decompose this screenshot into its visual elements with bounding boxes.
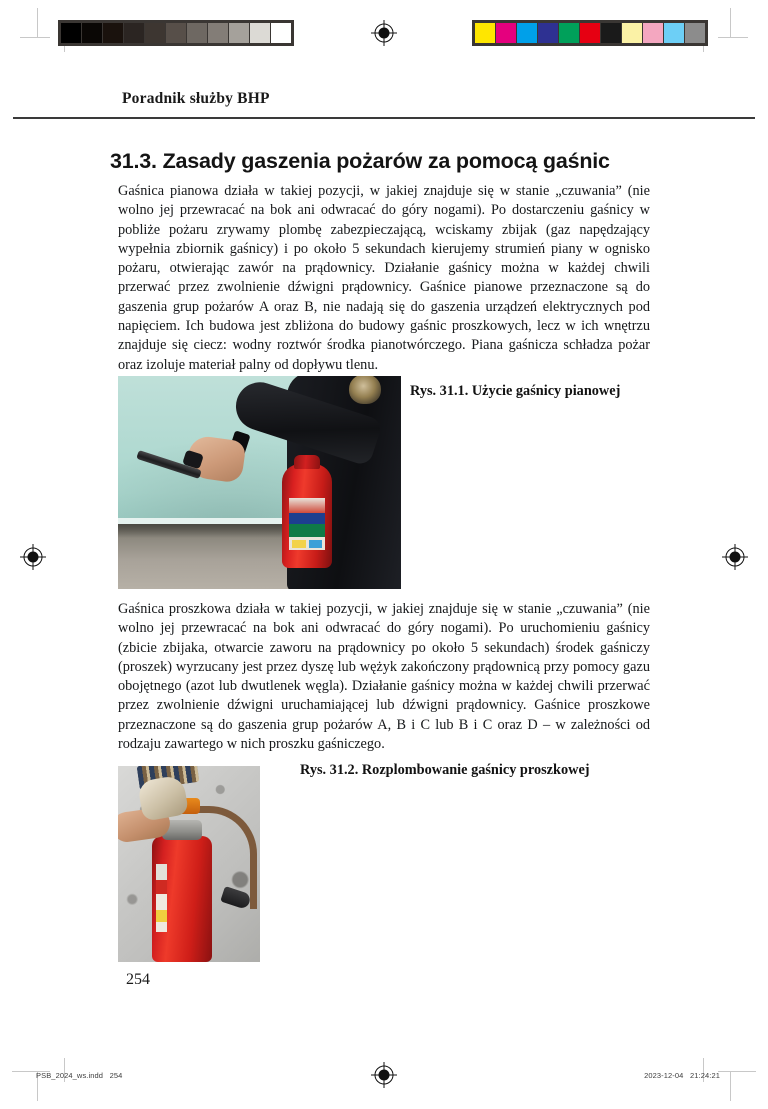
gray-swatch-4: [145, 23, 165, 43]
gray-swatch-1: [82, 23, 102, 43]
registration-mark-right: [722, 544, 748, 570]
label-stripe-yellow: [156, 910, 167, 922]
registration-mark-top: [371, 20, 397, 46]
label-band-red: [289, 498, 325, 513]
crop-mark-top-left-horizontal: [20, 37, 50, 38]
edge-tick-right: [742, 1071, 756, 1072]
crop-mark-top-right-horizontal: [718, 37, 748, 38]
figure-foam-extinguisher-photo: [118, 376, 401, 589]
gray-swatch-2: [103, 23, 123, 43]
powder-extinguisher-label: [156, 864, 167, 932]
paragraph-foam-extinguisher: Gaśnica pianowa działa w takiej pozycji, w jakiej znajduje się w stanie „czuwania” (nie wolno jej przewracać na bok ani odwracać do góry nogami). Po dostarczeniu gaśnicy w pobliże pożaru zrywamy plombę zabezpieczającą, wciskamy zbijak (gaz napędzający wypełnia zbiornik gaśnicy) i po około 5 sekundach kierujemy strumień piany w ognisko pożaru, otwierając zawór na prądownicy. Działanie gaśnicy można w każdej chwili przerwać przez zwolnienie dźwigni prądownicy. Gaśnice pianowe przeznaczone są do gaszenia grup pożarów A oraz B, nie nadają się do gaszenia urządzeń elektrycznych pod napięciem. Ich budowa jest zbliżona do budowy gaśnic proszkowych, lecz w ich wnętrzu znajduje się ciecz: wodny roztwór środka pianotwórczego. Piana gaśnicza schładza pożar oraz izoluje materiał palny od dopływu tlenu.: [118, 183, 650, 373]
powder-extinguisher-body: [152, 836, 212, 962]
page-title: 31.3. Zasady gaszenia pożarów za pomocą gaśnic: [110, 149, 610, 174]
gray-swatch-10: [271, 23, 291, 43]
label-chip-yellow: [292, 540, 306, 548]
gray-swatch-3: [124, 23, 144, 43]
grayscale-calibration-bar: [58, 20, 294, 46]
label-stripe-red: [156, 880, 167, 894]
extinguisher-label: [289, 498, 325, 550]
gray-swatch-0: [61, 23, 81, 43]
process-swatch-2: [517, 23, 537, 43]
process-swatch-3: [538, 23, 558, 43]
process-swatch-5: [580, 23, 600, 43]
gray-swatch-5: [166, 23, 186, 43]
crop-mark-top-right-vertical: [730, 8, 731, 38]
process-swatch-4: [559, 23, 579, 43]
extinguisher-neck: [294, 455, 320, 469]
process-swatch-6: [601, 23, 621, 43]
process-swatch-9: [664, 23, 684, 43]
process-swatch-1: [496, 23, 516, 43]
print-slug-filename: PSB_2024_ws.indd 254: [36, 1071, 123, 1080]
gray-swatch-7: [208, 23, 228, 43]
label-stripe-cream: [156, 894, 167, 910]
figure-powder-extinguisher-photo: [118, 766, 260, 962]
edge-tick-left: [12, 1071, 26, 1072]
gray-swatch-8: [229, 23, 249, 43]
uniform-shoulder-patch-icon: [349, 376, 381, 404]
gray-swatch-6: [187, 23, 207, 43]
label-chip-blue: [309, 540, 322, 548]
print-slug-timestamp: 2023-12-04 21:24:21: [644, 1071, 720, 1080]
crop-mark-bottom-right-vertical: [730, 1071, 731, 1101]
page-number: 254: [126, 971, 150, 988]
label-band-blue: [289, 513, 325, 524]
registration-mark-left: [20, 544, 46, 570]
label-stripe-white: [156, 864, 167, 880]
gray-swatch-9: [250, 23, 270, 43]
process-swatch-10: [685, 23, 705, 43]
crop-mark-top-left-vertical: [37, 8, 38, 38]
process-swatch-7: [622, 23, 642, 43]
process-color-calibration-bar: [472, 20, 708, 46]
figure-caption-31-2: Rys. 31.2. Rozplombowanie gaśnicy proszkowej: [300, 762, 590, 778]
header-rule: [13, 117, 755, 119]
process-swatch-0: [475, 23, 495, 43]
registration-mark-bottom: [371, 1062, 397, 1088]
label-band-green: [289, 524, 325, 537]
paragraph-powder-extinguisher: Gaśnica proszkowa działa w takiej pozycji, w jakiej znajduje się w stanie „czuwania” (nie wolno jej przewracać na bok ani odwracać do góry nogami). Po uruchomieniu gaśnicy (zbicie zbijaka, otwarcie zaworu na prądownicy po około 5 sekundach) środek gaśniczy (proszek) wyrzucany jest przez dyszę lub wężyk zakończony prądownicą przy pomocy gazu obojętnego (azot lub dwutlenek węgla). Działanie gaśnicy można w każdej chwili przerwać przez zwolnienie dźwigni uruchamiającej lub dźwigni prądownicy. Gaśnice proszkowe przeznaczone są do gaszenia grup pożarów A, B i C lub B i C oraz D – w zależności od rodzaju zawartego w nich proszku gaśniczego.: [118, 601, 650, 753]
foam-extinguisher-body: [282, 464, 332, 568]
running-header: Poradnik służby BHP: [122, 90, 270, 107]
figure-caption-31-1: Rys. 31.1. Użycie gaśnicy pianowej: [410, 383, 621, 399]
process-swatch-8: [643, 23, 663, 43]
